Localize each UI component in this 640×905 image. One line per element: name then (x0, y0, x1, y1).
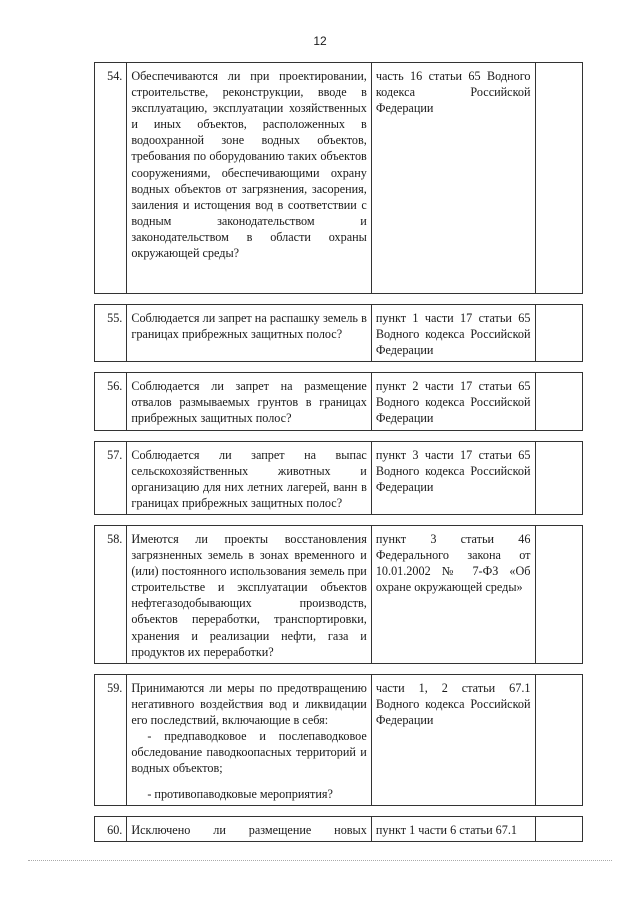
blank-cell (535, 373, 583, 430)
question-subitem: - противопаводковые мероприятия? (147, 787, 333, 802)
row-number: 59. (95, 674, 127, 806)
reference-cell: пункт 1 части 17 статьи 65 Водного кодекса Российской Федерации (371, 305, 535, 362)
row-number: 55. (95, 305, 127, 362)
question-cell: Обеспечиваются ли при проектировании, строительстве, реконструкции, вводе в эксплуатацию, эксплуатации хозяйственных и иных объектов, расположенных в водоохранной зоне водных объектов, требования по оборудованию таких объектов сооружениями, обеспечивающими охрану водных объектов от загрязнения, засорения, заиления и истощения вод в соответствии с водным законодательством и законодательством в области охраны окружающей среды? (127, 63, 372, 294)
blank-cell (535, 674, 583, 806)
blank-cell (535, 441, 583, 514)
page-number: 12 (313, 34, 327, 48)
question-cell: Соблюдается ли запрет на размещение отвалов размываемых грунтов в границах прибрежных защитных полос? (127, 373, 372, 430)
reference-cell: пункт 3 статьи 46 Федерального закона от 10.01.2002 № 7-ФЗ «Об охране окружающей среды» (371, 525, 535, 663)
table-row (95, 525, 583, 663)
question-text: Принимаются ли меры по предотвращению негативного воздействия вод и ликвидации его последствий, включающие в себя: (131, 680, 367, 727)
blank-cell (535, 525, 583, 663)
blank-cell (535, 63, 583, 294)
table-row (95, 305, 583, 362)
row-number: 60. (95, 817, 127, 842)
question-cell: Соблюдается ли запрет на распашку земель в границах прибрежных защитных полос? (127, 305, 372, 362)
question-cell: Исключено ли размещение новых (127, 817, 372, 842)
reference-cell: пункт 3 части 17 статьи 65 Водного кодекса Российской Федерации (371, 441, 535, 514)
table-row (95, 817, 583, 842)
row-number: 58. (95, 525, 127, 663)
reference-cell: часть 16 статьи 65 Водного кодекса Российской Федерации (371, 63, 535, 294)
reference-cell: части 1, 2 статьи 67.1 Водного кодекса Российской Федерации (371, 674, 535, 806)
question-cell: Имеются ли проекты восстановления загрязненных земель в зонах временного и (или) постоянного использования земель при строительстве и эксплуатации объектов нефтегазодобывающих производств, объектов переработки, транспортировки, хранения и реализации нефти, газа и продуктов их переработки? (127, 525, 372, 663)
blank-cell (535, 817, 583, 842)
table-row (95, 373, 583, 430)
row-number: 56. (95, 373, 127, 430)
checklist-table (94, 62, 583, 842)
row-number: 57. (95, 441, 127, 514)
reference-cell: пункт 2 части 17 статьи 65 Водного кодекса Российской Федерации (371, 373, 535, 430)
table-row (95, 63, 583, 294)
row-number: 54. (95, 63, 127, 294)
blank-cell (535, 305, 583, 362)
question-subitem: - предпаводковое и послепаводковое обследование паводкоопасных территорий и водных объектов; (131, 728, 367, 776)
question-cell (127, 674, 372, 806)
question-cell: Соблюдается ли запрет на выпас сельскохозяйственных животных и организацию для них летних лагерей, ванн в границах прибрежных защитных полос? (127, 441, 372, 514)
reference-cell: пункт 1 части 6 статьи 67.1 (371, 817, 535, 842)
table-row (95, 441, 583, 514)
scan-edge-line (28, 860, 612, 862)
table-row (95, 674, 583, 806)
